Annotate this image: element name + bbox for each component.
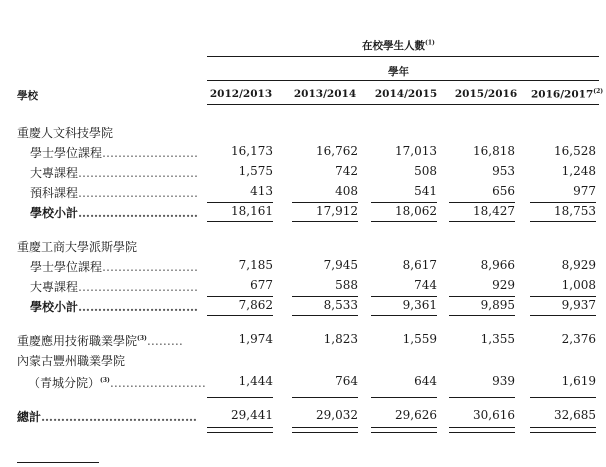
subtotal-row-value: 8,533 [323,298,358,312]
subtotal-row-value: 18,753 [554,204,596,218]
total-rule [207,397,273,398]
table-row-label-text: 學士學位課程 [30,146,103,160]
subtotal-row-value: 18,161 [231,204,273,218]
table-row-value: 7,185 [238,258,273,272]
school-row-value: 1,619 [561,374,596,388]
subtotal-underline [449,315,515,316]
header-rule-top [207,56,599,57]
table-row-value: 541 [414,184,437,198]
subtotal-underline [530,221,596,222]
table-row-value: 1,248 [561,164,596,178]
school-row-label-line1: 內蒙古豐州職業學院 [17,354,126,368]
dot-leader: …………………… [102,260,199,274]
enrollment-title-text: 在校學生人數 [362,40,425,52]
subtotal-rule [371,296,437,297]
year-label: 2014/2015 [374,88,438,100]
table-row-label-text: 預科課程 [30,186,79,200]
table-row-value: 744 [414,278,437,292]
table-row-label [30,278,198,295]
total-row-value: 30,616 [473,408,515,422]
table-row-label [30,258,198,275]
section-title: 重慶人文科技學院 [17,126,114,140]
table-row-value: 8,929 [561,258,596,272]
subtotal-rule [207,202,273,203]
year-label: 2016/2017 [531,88,594,101]
total-double-underline [207,427,273,433]
subtotal-rule [530,296,596,297]
table-row-value: 508 [414,164,437,178]
table-row-value: 16,762 [316,144,358,158]
total-row-value: 29,626 [395,408,437,422]
school-column-header: 學校 [17,90,38,102]
dot-leader: …………………… [109,376,206,390]
subtotal-row-label [30,298,198,315]
total-rule [530,397,596,398]
subtotal-underline [292,221,358,222]
subtotal-row-value: 9,937 [561,298,596,312]
table-row-value: 1,008 [561,278,596,292]
year-footnote: (2) [593,88,604,95]
subtotal-underline [530,315,596,316]
subtotal-underline [207,315,273,316]
subtotal-row-label-text: 學校小計 [30,300,79,314]
subtotal-rule [207,296,273,297]
dot-leader: ……… [146,334,183,348]
dot-leader: ………………………… [78,186,199,200]
subtotal-underline [371,315,437,316]
table-row-value: 408 [335,184,358,198]
school-row-label [28,374,206,391]
total-row-value: 29,032 [316,408,358,422]
school-row-value: 1,444 [238,374,273,388]
subtotal-rule [371,202,437,203]
subtotal-row-value: 7,862 [238,298,273,312]
year-label: 2015/2016 [454,88,518,100]
year-column-header [371,88,441,100]
table-row-value: 588 [335,278,358,292]
table-row-value: 929 [492,278,515,292]
subtotal-row-label [30,204,198,221]
school-row-value: 1,974 [238,332,273,346]
total-double-underline [371,427,437,433]
subtotal-underline [292,315,358,316]
subtotal-row-value: 18,062 [395,204,437,218]
subtotal-row-value: 17,912 [316,204,358,218]
table-row-value: 413 [250,184,273,198]
dot-leader: ………………………… [78,166,199,180]
dot-leader: …………………… [102,146,199,160]
school-row-value: 2,376 [561,332,596,346]
subtotal-row-value: 9,895 [480,298,515,312]
total-rule [292,397,358,398]
dot-leader: ………………………… [78,280,199,294]
table-row-label [30,184,198,201]
dot-leader: ………………………… [78,206,199,220]
enrollment-title [362,38,435,53]
table-row-value: 8,617 [402,258,437,272]
table-row-value: 742 [335,164,358,178]
subtotal-rule [530,202,596,203]
table-row-label-text: 學士學位課程 [30,260,103,274]
school-row-footnote: (3) [137,335,147,342]
year-label: 2013/2014 [293,88,357,100]
total-row-value: 29,441 [231,408,273,422]
dot-leader: ………………………… [78,300,199,314]
year-column-header [290,88,360,100]
table-row-value: 8,966 [480,258,515,272]
subtotal-row-label-text: 學校小計 [30,206,79,220]
total-rule [449,397,515,398]
subtotal-row-value: 9,361 [402,298,437,312]
year-column-header [531,88,604,101]
school-row-label-text: 重慶應用技術職業學院 [17,334,138,348]
table-row-label-text: 大專課程 [30,166,79,180]
table-row-value: 1,575 [238,164,273,178]
total-row-label [17,408,197,425]
subtotal-underline [449,221,515,222]
table-row-value: 977 [573,184,596,198]
subtotal-rule [292,296,358,297]
table-row-value: 953 [492,164,515,178]
total-rule [371,397,437,398]
dot-leader: ………………………………… [41,410,198,424]
school-row-value: 1,823 [323,332,358,346]
subtotal-underline [207,221,273,222]
school-row-footnote: (3) [100,377,110,384]
total-row-value: 32,685 [554,408,596,422]
footnote-rule [17,462,99,463]
table-row-label-text: 大專課程 [30,280,79,294]
school-row-label [17,332,183,349]
table-row-value: 7,945 [323,258,358,272]
subtotal-underline [371,221,437,222]
school-row-value: 764 [335,374,358,388]
header-rule-bottom [207,104,599,105]
table-row-label [30,164,198,181]
school-row-value: 644 [414,374,437,388]
enrollment-footnote: (1) [425,39,435,47]
year-column-header [206,88,276,100]
subtotal-rule [292,202,358,203]
subtotal-rule [449,202,515,203]
table-row-value: 16,173 [231,144,273,158]
school-row-label-text: （青城分院） [28,376,101,390]
table-row-value: 17,013 [395,144,437,158]
year-label: 2012/2013 [209,88,273,100]
total-row-label-text: 總計 [17,410,42,424]
total-double-underline [449,427,515,433]
academic-year-label: 學年 [388,66,409,78]
school-row-value: 1,355 [480,332,515,346]
table-row-value: 677 [250,278,273,292]
subtotal-row-value: 18,427 [473,204,515,218]
school-row-value: 939 [492,374,515,388]
header-rule-middle [207,80,599,81]
subtotal-rule [449,296,515,297]
table-row-value: 16,818 [473,144,515,158]
school-row-value: 1,559 [402,332,437,346]
table-row-value: 656 [492,184,515,198]
total-double-underline [292,427,358,433]
table-row-label [30,144,198,161]
table-row-value: 16,528 [554,144,596,158]
section-title: 重慶工商大學派斯學院 [17,240,138,254]
total-double-underline [530,427,596,433]
year-column-header [451,88,521,100]
